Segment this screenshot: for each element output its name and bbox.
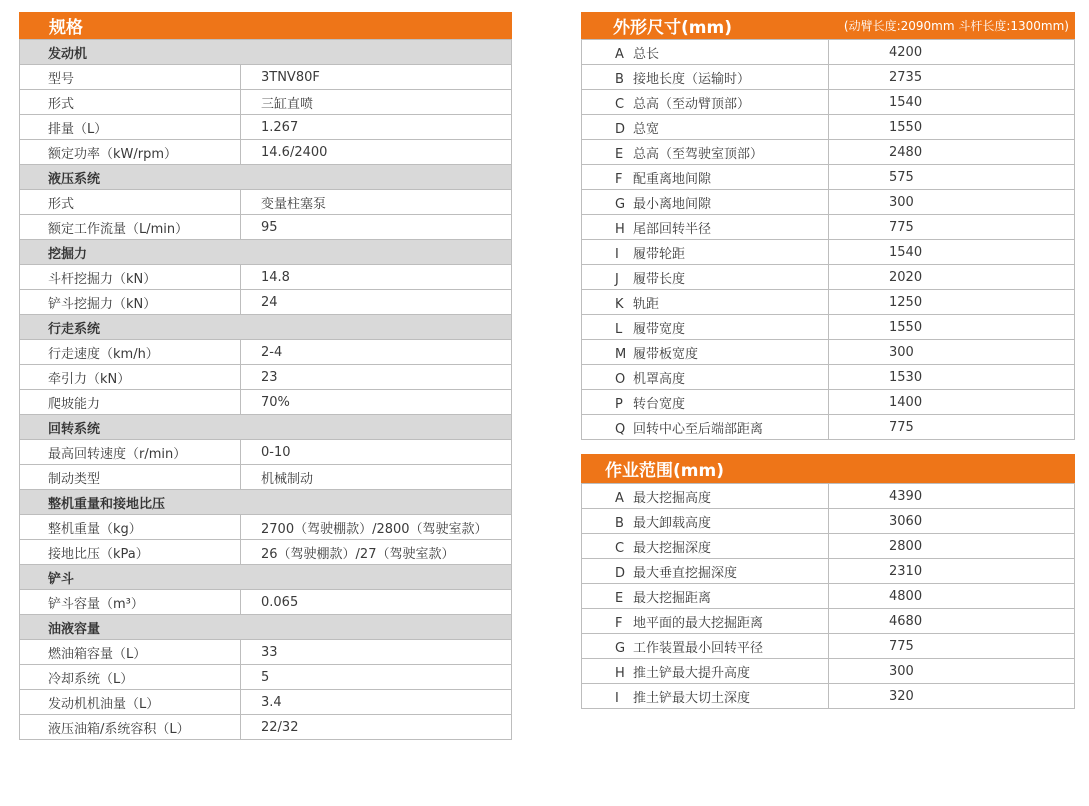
spec-row bbox=[20, 640, 512, 665]
dims-row bbox=[582, 290, 1075, 315]
dims-name: 尾部回转半径 bbox=[633, 221, 712, 237]
dims-label bbox=[582, 240, 829, 265]
dims-name: 回转中心至后端部距离 bbox=[633, 421, 764, 437]
spec-row bbox=[20, 115, 512, 140]
section-row bbox=[20, 490, 512, 515]
section-title: 油液容量 bbox=[20, 615, 512, 640]
spec-value: 0-10 bbox=[241, 440, 512, 465]
spec-row bbox=[20, 390, 512, 415]
section-title: 挖掘力 bbox=[20, 240, 512, 265]
dims-name: 轨距 bbox=[633, 296, 660, 312]
work-row bbox=[582, 659, 1075, 684]
dims-letter: B bbox=[615, 71, 624, 87]
dims-value: 4200 bbox=[829, 40, 1075, 65]
dims-label bbox=[582, 265, 829, 290]
dims-name: 机罩高度 bbox=[633, 371, 686, 387]
spec-row bbox=[20, 540, 512, 565]
spec-value: 机械制动 bbox=[241, 465, 512, 490]
work-label bbox=[582, 509, 829, 534]
spec-value: 95 bbox=[241, 215, 512, 240]
work-row bbox=[582, 559, 1075, 584]
work-label bbox=[582, 584, 829, 609]
dims-row bbox=[582, 65, 1075, 90]
spec-label: 形式 bbox=[20, 190, 241, 215]
spec-row bbox=[20, 365, 512, 390]
section-title: 回转系统 bbox=[20, 415, 512, 440]
spec-value: 0.065 bbox=[241, 590, 512, 615]
work-name: 地平面的最大挖掘距离 bbox=[633, 615, 764, 631]
dims-value: 1540 bbox=[829, 90, 1075, 115]
dims-row bbox=[582, 390, 1075, 415]
spec-value: 26（驾驶棚款）/27（驾驶室款） bbox=[241, 540, 512, 565]
dims-row bbox=[582, 315, 1075, 340]
spec-row bbox=[20, 265, 512, 290]
dims-label bbox=[582, 290, 829, 315]
spec-row bbox=[20, 715, 512, 740]
spec-value: 变量柱塞泵 bbox=[241, 190, 512, 215]
dims-name: 接地长度（运输时） bbox=[633, 71, 751, 87]
work-value: 4390 bbox=[829, 484, 1075, 509]
spec-row bbox=[20, 515, 512, 540]
spec-label: 燃油箱容量（L） bbox=[20, 640, 241, 665]
dims-row bbox=[582, 365, 1075, 390]
work-letter: B bbox=[615, 515, 624, 531]
section-row bbox=[20, 315, 512, 340]
dims-letter: J bbox=[615, 271, 619, 287]
work-name: 最大垂直挖掘深度 bbox=[633, 565, 738, 581]
spec-value: 三缸直喷 bbox=[241, 90, 512, 115]
work-value: 300 bbox=[829, 659, 1075, 684]
spec-value: 14.8 bbox=[241, 265, 512, 290]
dims-value: 1550 bbox=[829, 115, 1075, 140]
spec-row bbox=[20, 65, 512, 90]
dims-value: 1530 bbox=[829, 365, 1075, 390]
work-label bbox=[582, 484, 829, 509]
spec-label: 额定功率（kW/rpm） bbox=[20, 140, 241, 165]
spec-label: 接地比压（kPa） bbox=[20, 540, 241, 565]
dims-row bbox=[582, 140, 1075, 165]
spec-label: 额定工作流量（L/min） bbox=[20, 215, 241, 240]
dims-value: 1250 bbox=[829, 290, 1075, 315]
dims-value: 2735 bbox=[829, 65, 1075, 90]
dims-name: 履带板宽度 bbox=[633, 346, 699, 362]
dims-label bbox=[582, 115, 829, 140]
work-name: 最大挖掘高度 bbox=[633, 490, 712, 506]
dims-label bbox=[582, 415, 829, 440]
work-label bbox=[582, 534, 829, 559]
dims-letter: C bbox=[615, 96, 625, 112]
work-letter: E bbox=[615, 590, 624, 606]
spec-row bbox=[20, 340, 512, 365]
dims-value: 775 bbox=[829, 215, 1075, 240]
spec-value: 2-4 bbox=[241, 340, 512, 365]
work-value: 775 bbox=[829, 634, 1075, 659]
dims-label bbox=[582, 40, 829, 65]
work-value: 2800 bbox=[829, 534, 1075, 559]
work-name: 推土铲最大提升高度 bbox=[633, 665, 751, 681]
spec-label: 行走速度（km/h） bbox=[20, 340, 241, 365]
dims-name: 履带轮距 bbox=[633, 246, 686, 262]
dims-row bbox=[582, 340, 1075, 365]
work-label bbox=[582, 684, 829, 709]
spec-value: 14.6/2400 bbox=[241, 140, 512, 165]
section-title: 发动机 bbox=[20, 40, 512, 65]
section-row bbox=[20, 415, 512, 440]
section-title: 液压系统 bbox=[20, 165, 512, 190]
spec-value: 1.267 bbox=[241, 115, 512, 140]
work-label bbox=[582, 609, 829, 634]
dims-label bbox=[582, 315, 829, 340]
work-name: 最大挖掘距离 bbox=[633, 590, 712, 606]
dims-value: 2020 bbox=[829, 265, 1075, 290]
work-header bbox=[581, 454, 1075, 483]
spec-value: 2700（驾驶棚款）/2800（驾驶室款） bbox=[241, 515, 512, 540]
spec-row bbox=[20, 140, 512, 165]
spec-label: 铲斗容量（m³） bbox=[20, 590, 241, 615]
work-row bbox=[582, 584, 1075, 609]
spec-label: 斗杆挖掘力（kN） bbox=[20, 265, 241, 290]
dims-title: 外形尺寸(mm) bbox=[613, 18, 732, 38]
dims-label bbox=[582, 365, 829, 390]
dims-letter: H bbox=[615, 221, 625, 237]
dims-header bbox=[581, 12, 1075, 39]
dims-row bbox=[582, 265, 1075, 290]
spec-label: 爬坡能力 bbox=[20, 390, 241, 415]
work-table bbox=[581, 483, 1075, 709]
spec-title: 规格 bbox=[49, 18, 83, 38]
work-letter: A bbox=[615, 490, 624, 506]
spec-value: 5 bbox=[241, 665, 512, 690]
spec-header bbox=[19, 12, 512, 39]
spec-panel bbox=[19, 12, 512, 740]
work-value: 4800 bbox=[829, 584, 1075, 609]
work-row bbox=[582, 534, 1075, 559]
dims-name: 履带宽度 bbox=[633, 321, 686, 337]
dims-value: 300 bbox=[829, 340, 1075, 365]
spec-label: 铲斗挖掘力（kN） bbox=[20, 290, 241, 315]
dims-note: (动臂长度:2090mm 斗杆长度:1300mm) bbox=[843, 19, 1069, 33]
spec-label: 形式 bbox=[20, 90, 241, 115]
work-label bbox=[582, 634, 829, 659]
work-letter: C bbox=[615, 540, 625, 556]
work-value: 3060 bbox=[829, 509, 1075, 534]
spec-value: 3.4 bbox=[241, 690, 512, 715]
work-row bbox=[582, 684, 1075, 709]
dims-row bbox=[582, 215, 1075, 240]
dims-label bbox=[582, 65, 829, 90]
work-row bbox=[582, 609, 1075, 634]
work-name: 最大挖掘深度 bbox=[633, 540, 712, 556]
section-row bbox=[20, 565, 512, 590]
dims-row bbox=[582, 415, 1075, 440]
work-title: 作业范围(mm) bbox=[605, 461, 724, 481]
work-name: 最大卸载高度 bbox=[633, 515, 712, 531]
spec-row bbox=[20, 665, 512, 690]
section-row bbox=[20, 615, 512, 640]
spec-row bbox=[20, 290, 512, 315]
dims-table bbox=[581, 39, 1075, 440]
dims-value: 1550 bbox=[829, 315, 1075, 340]
dims-letter: I bbox=[615, 246, 619, 262]
spec-value: 24 bbox=[241, 290, 512, 315]
dims-label bbox=[582, 215, 829, 240]
spec-row bbox=[20, 690, 512, 715]
dims-name: 总高（至动臂顶部） bbox=[633, 96, 751, 112]
dims-label bbox=[582, 340, 829, 365]
spec-row bbox=[20, 590, 512, 615]
spec-value: 33 bbox=[241, 640, 512, 665]
spec-table bbox=[19, 39, 512, 740]
spec-label: 整机重量（kg） bbox=[20, 515, 241, 540]
dims-name: 配重离地间隙 bbox=[633, 171, 712, 187]
dims-row bbox=[582, 115, 1075, 140]
spec-label: 液压油箱/系统容积（L） bbox=[20, 715, 241, 740]
dims-name: 总高（至驾驶室顶部） bbox=[633, 146, 764, 162]
dims-panel bbox=[581, 12, 1075, 709]
dims-name: 总长 bbox=[633, 46, 660, 62]
work-letter: G bbox=[615, 640, 626, 656]
dims-value: 1540 bbox=[829, 240, 1075, 265]
spec-label: 发动机机油量（L） bbox=[20, 690, 241, 715]
dims-name: 最小离地间隙 bbox=[633, 196, 712, 212]
work-name: 推土铲最大切土深度 bbox=[633, 690, 751, 706]
dims-label bbox=[582, 140, 829, 165]
work-value: 2310 bbox=[829, 559, 1075, 584]
spec-row bbox=[20, 440, 512, 465]
work-value: 320 bbox=[829, 684, 1075, 709]
dims-row bbox=[582, 240, 1075, 265]
dims-label bbox=[582, 390, 829, 415]
section-title: 铲斗 bbox=[20, 565, 512, 590]
dims-letter: G bbox=[615, 196, 626, 212]
work-row bbox=[582, 484, 1075, 509]
dims-letter: L bbox=[615, 321, 623, 337]
dims-letter: Q bbox=[615, 421, 626, 437]
dims-name: 总宽 bbox=[633, 121, 660, 137]
spec-label: 制动类型 bbox=[20, 465, 241, 490]
dims-letter: A bbox=[615, 46, 624, 62]
spec-value: 23 bbox=[241, 365, 512, 390]
dims-row bbox=[582, 190, 1075, 215]
dims-row bbox=[582, 165, 1075, 190]
dims-value: 775 bbox=[829, 415, 1075, 440]
spec-row bbox=[20, 190, 512, 215]
dims-letter: O bbox=[615, 371, 626, 387]
work-name: 工作装置最小回转平径 bbox=[633, 640, 764, 656]
work-row bbox=[582, 509, 1075, 534]
dims-value: 1400 bbox=[829, 390, 1075, 415]
dims-value: 575 bbox=[829, 165, 1075, 190]
spec-label: 排量（L） bbox=[20, 115, 241, 140]
dims-letter: F bbox=[615, 171, 623, 187]
dims-letter: E bbox=[615, 146, 624, 162]
section-row bbox=[20, 240, 512, 265]
dims-value: 2480 bbox=[829, 140, 1075, 165]
dims-letter: M bbox=[615, 346, 627, 362]
section-title: 行走系统 bbox=[20, 315, 512, 340]
spec-label: 牵引力（kN） bbox=[20, 365, 241, 390]
spec-label: 型号 bbox=[20, 65, 241, 90]
dims-name: 履带长度 bbox=[633, 271, 686, 287]
spec-value: 70% bbox=[241, 390, 512, 415]
work-letter: H bbox=[615, 665, 625, 681]
spec-value: 3TNV80F bbox=[241, 65, 512, 90]
section-row bbox=[20, 165, 512, 190]
dims-row bbox=[582, 90, 1075, 115]
dims-value: 300 bbox=[829, 190, 1075, 215]
work-letter: I bbox=[615, 690, 619, 706]
section-row bbox=[20, 40, 512, 65]
dims-letter: P bbox=[615, 396, 623, 412]
dims-letter: K bbox=[615, 296, 624, 312]
dims-row bbox=[582, 40, 1075, 65]
work-label bbox=[582, 559, 829, 584]
spec-row bbox=[20, 215, 512, 240]
dims-letter: D bbox=[615, 121, 626, 137]
spec-row bbox=[20, 90, 512, 115]
dims-label bbox=[582, 165, 829, 190]
spec-label: 冷却系统（L） bbox=[20, 665, 241, 690]
spec-row bbox=[20, 465, 512, 490]
work-letter: D bbox=[615, 565, 626, 581]
section-title: 整机重量和接地比压 bbox=[20, 490, 512, 515]
work-label bbox=[582, 659, 829, 684]
spec-label: 最高回转速度（r/min） bbox=[20, 440, 241, 465]
work-letter: F bbox=[615, 615, 623, 631]
work-value: 4680 bbox=[829, 609, 1075, 634]
spec-value: 22/32 bbox=[241, 715, 512, 740]
work-row bbox=[582, 634, 1075, 659]
dims-name: 转台宽度 bbox=[633, 396, 686, 412]
dims-label bbox=[582, 190, 829, 215]
dims-label bbox=[582, 90, 829, 115]
